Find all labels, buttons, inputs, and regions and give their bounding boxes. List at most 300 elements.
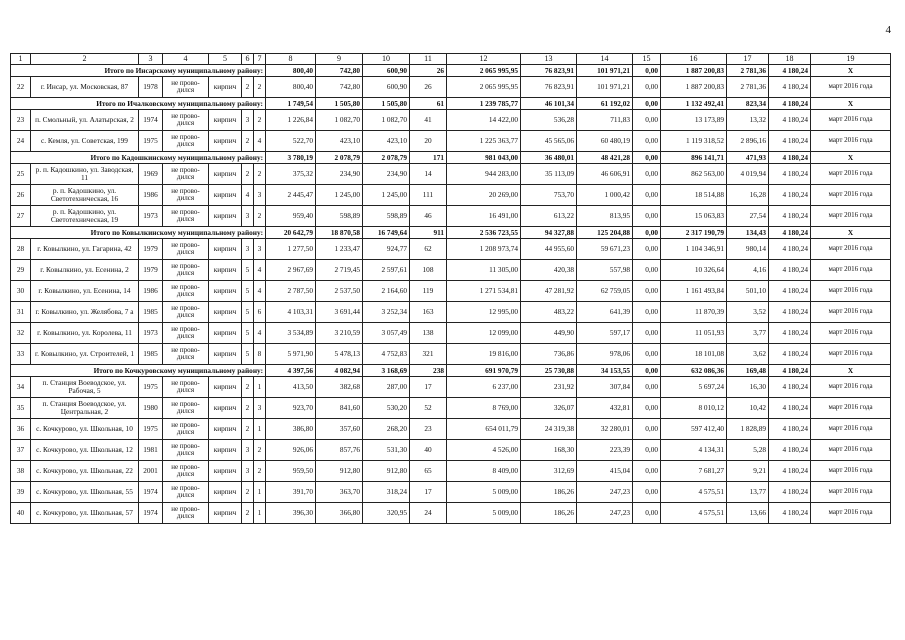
value-cell: 4 019,94 xyxy=(727,164,769,185)
district-total-row xyxy=(11,227,891,239)
value-cell: 5 478,13 xyxy=(316,344,363,365)
value-cell: 4 103,31 xyxy=(266,302,316,323)
last-repair-cell: не прово-дился xyxy=(163,419,209,440)
value-cell: 598,89 xyxy=(363,206,410,227)
value-cell: 3 057,49 xyxy=(363,323,410,344)
total-value-cell: 2 065 995,95 xyxy=(447,65,521,77)
value-cell: 62 xyxy=(410,239,447,260)
total-value-cell: 61 192,02 xyxy=(577,98,633,110)
year-cell: 1974 xyxy=(139,482,163,503)
year-cell: 1986 xyxy=(139,281,163,302)
wall-material-cell: кирпич xyxy=(209,260,242,281)
value-cell: 432,81 xyxy=(577,398,633,419)
value-cell: 597,17 xyxy=(577,323,633,344)
row-number: 30 xyxy=(11,281,31,302)
column-number-cell: 6 xyxy=(242,54,254,65)
value-cell: 24 xyxy=(410,503,447,524)
value-cell: 1 887 200,83 xyxy=(661,77,727,98)
wall-material-cell: кирпич xyxy=(209,110,242,131)
value-cell: 449,90 xyxy=(521,323,577,344)
value-cell: 0,00 xyxy=(633,206,661,227)
value-cell: 307,84 xyxy=(577,377,633,398)
wall-material-cell: кирпич xyxy=(209,377,242,398)
value-cell: 18 101,08 xyxy=(661,344,727,365)
value-cell: 45 565,06 xyxy=(521,131,577,152)
address-cell: р. п. Кадошкино, ул. Заводская, 11 xyxy=(31,164,139,185)
value-cell: 108 xyxy=(410,260,447,281)
wall-material-cell: кирпич xyxy=(209,185,242,206)
value-cell: 47 281,92 xyxy=(521,281,577,302)
year-cell: 1979 xyxy=(139,260,163,281)
total-value-cell: 2 317 190,79 xyxy=(661,227,727,239)
entrances-cell: 3 xyxy=(254,398,266,419)
row-number: 39 xyxy=(11,482,31,503)
floors-cell: 2 xyxy=(242,377,254,398)
value-cell: 163 xyxy=(410,302,447,323)
row-number: 31 xyxy=(11,302,31,323)
value-cell: 4 180,24 xyxy=(769,440,811,461)
last-repair-cell: не прово-дился xyxy=(163,281,209,302)
floors-cell: 5 xyxy=(242,281,254,302)
value-cell: 234,90 xyxy=(316,164,363,185)
total-value-cell: 94 327,88 xyxy=(521,227,577,239)
value-cell: 413,50 xyxy=(266,377,316,398)
floors-cell: 5 xyxy=(242,344,254,365)
value-cell: март 2016 года xyxy=(811,131,891,152)
total-value-cell: 4 397,56 xyxy=(266,365,316,377)
table-row xyxy=(11,302,891,323)
total-value-cell: 981 043,00 xyxy=(447,152,521,164)
value-cell: 35 113,09 xyxy=(521,164,577,185)
district-total-label: Итого по Кочкуровскому муниципальному району: xyxy=(11,365,266,377)
table-row xyxy=(11,185,891,206)
wall-material-cell: кирпич xyxy=(209,440,242,461)
value-cell: март 2016 года xyxy=(811,77,891,98)
value-cell: 11 305,00 xyxy=(447,260,521,281)
year-cell: 1975 xyxy=(139,377,163,398)
row-number: 26 xyxy=(11,185,31,206)
total-value-cell: 171 xyxy=(410,152,447,164)
value-cell: 4 180,24 xyxy=(769,344,811,365)
value-cell: 4 180,24 xyxy=(769,110,811,131)
value-cell: 13 173,89 xyxy=(661,110,727,131)
value-cell: 0,00 xyxy=(633,281,661,302)
value-cell: 1 082,70 xyxy=(316,110,363,131)
value-cell: 18 514,88 xyxy=(661,185,727,206)
value-cell: 1 161 493,84 xyxy=(661,281,727,302)
total-value-cell: 26 xyxy=(410,65,447,77)
total-value-cell: Х xyxy=(811,98,891,110)
value-cell: 26 xyxy=(410,77,447,98)
entrances-cell: 6 xyxy=(254,302,266,323)
total-value-cell: Х xyxy=(811,227,891,239)
column-number-cell: 5 xyxy=(209,54,242,65)
total-value-cell: 896 141,71 xyxy=(661,152,727,164)
value-cell: 20 269,00 xyxy=(447,185,521,206)
address-cell: г. Ковылкино, ул. Королева, 11 xyxy=(31,323,139,344)
table-row xyxy=(11,164,891,185)
total-value-cell: 18 870,58 xyxy=(316,227,363,239)
district-total-label: Итого по Кадошкинскому муниципальному району: xyxy=(11,152,266,164)
value-cell: март 2016 года xyxy=(811,482,891,503)
column-number-cell: 10 xyxy=(363,54,410,65)
value-cell: 557,98 xyxy=(577,260,633,281)
value-cell: 59 671,23 xyxy=(577,239,633,260)
wall-material-cell: кирпич xyxy=(209,419,242,440)
value-cell: 0,00 xyxy=(633,164,661,185)
column-number-cell: 19 xyxy=(811,54,891,65)
row-number: 37 xyxy=(11,440,31,461)
total-value-cell: 691 970,79 xyxy=(447,365,521,377)
value-cell: 423,10 xyxy=(363,131,410,152)
value-cell: 420,38 xyxy=(521,260,577,281)
value-cell: 711,83 xyxy=(577,110,633,131)
value-cell: 912,80 xyxy=(363,461,410,482)
last-repair-cell: не прово-дился xyxy=(163,482,209,503)
table-row xyxy=(11,131,891,152)
total-value-cell: 20 642,79 xyxy=(266,227,316,239)
address-cell: с. Кочкурово, ул. Школьная, 10 xyxy=(31,419,139,440)
row-number: 35 xyxy=(11,398,31,419)
housing-repair-table xyxy=(10,53,891,524)
address-cell: с. Кочкурово, ул. Школьная, 22 xyxy=(31,461,139,482)
value-cell: 46 xyxy=(410,206,447,227)
column-number-cell: 1 xyxy=(11,54,31,65)
total-value-cell: 800,40 xyxy=(266,65,316,77)
column-number-cell: 4 xyxy=(163,54,209,65)
year-cell: 1973 xyxy=(139,206,163,227)
total-value-cell: 125 204,88 xyxy=(577,227,633,239)
value-cell: 501,10 xyxy=(727,281,769,302)
total-value-cell: 2 078,79 xyxy=(316,152,363,164)
value-cell: 4 180,24 xyxy=(769,461,811,482)
address-cell: п. Станция Воеводское, ул. Рабочая, 5 xyxy=(31,377,139,398)
entrances-cell: 2 xyxy=(254,77,266,98)
total-value-cell: 600,90 xyxy=(363,65,410,77)
value-cell: март 2016 года xyxy=(811,419,891,440)
last-repair-cell: не прово-дился xyxy=(163,185,209,206)
year-cell: 1975 xyxy=(139,131,163,152)
address-cell: г. Ковылкино, ул. Гагарина, 42 xyxy=(31,239,139,260)
value-cell: 522,70 xyxy=(266,131,316,152)
district-total-row xyxy=(11,152,891,164)
value-cell: 4 180,24 xyxy=(769,131,811,152)
address-cell: п. Смольный, ул. Алатырская, 2 xyxy=(31,110,139,131)
year-cell: 1979 xyxy=(139,239,163,260)
total-value-cell: 1 505,80 xyxy=(363,98,410,110)
year-cell: 1973 xyxy=(139,323,163,344)
column-number-cell: 18 xyxy=(769,54,811,65)
total-value-cell: 48 421,28 xyxy=(577,152,633,164)
value-cell: 1 245,00 xyxy=(363,185,410,206)
last-repair-cell: не прово-дился xyxy=(163,206,209,227)
value-cell: 0,00 xyxy=(633,398,661,419)
column-number-cell: 3 xyxy=(139,54,163,65)
value-cell: 76 823,91 xyxy=(521,77,577,98)
table-row xyxy=(11,110,891,131)
column-number-cell: 2 xyxy=(31,54,139,65)
row-number: 29 xyxy=(11,260,31,281)
wall-material-cell: кирпич xyxy=(209,164,242,185)
value-cell: 2 719,45 xyxy=(316,260,363,281)
value-cell: 19 816,00 xyxy=(447,344,521,365)
value-cell: 15 063,83 xyxy=(661,206,727,227)
value-cell: 598,89 xyxy=(316,206,363,227)
value-cell: 2 065 995,95 xyxy=(447,77,521,98)
total-value-cell: 16 749,64 xyxy=(363,227,410,239)
value-cell: 415,04 xyxy=(577,461,633,482)
column-number-cell: 11 xyxy=(410,54,447,65)
total-value-cell: 632 086,36 xyxy=(661,365,727,377)
year-cell: 1974 xyxy=(139,503,163,524)
value-cell: 357,60 xyxy=(316,419,363,440)
value-cell: 8 010,12 xyxy=(661,398,727,419)
value-cell: 101 971,21 xyxy=(577,77,633,98)
floors-cell: 3 xyxy=(242,461,254,482)
total-value-cell: 46 101,34 xyxy=(521,98,577,110)
value-cell: 0,00 xyxy=(633,77,661,98)
column-number-cell: 15 xyxy=(633,54,661,65)
value-cell: 2 597,61 xyxy=(363,260,410,281)
value-cell: 23 xyxy=(410,419,447,440)
value-cell: 978,06 xyxy=(577,344,633,365)
value-cell: 423,10 xyxy=(316,131,363,152)
total-value-cell: 2 078,79 xyxy=(363,152,410,164)
address-cell: п. Станция Воеводское, ул. Центральная, 2 xyxy=(31,398,139,419)
value-cell: 60 480,19 xyxy=(577,131,633,152)
address-cell: г. Инсар, ул. Московская, 87 xyxy=(31,77,139,98)
total-value-cell: 101 971,21 xyxy=(577,65,633,77)
row-number: 32 xyxy=(11,323,31,344)
total-value-cell: 823,34 xyxy=(727,98,769,110)
wall-material-cell: кирпич xyxy=(209,281,242,302)
value-cell: 0,00 xyxy=(633,260,661,281)
total-value-cell: 2 781,36 xyxy=(727,65,769,77)
value-cell: 2 787,50 xyxy=(266,281,316,302)
value-cell: 753,70 xyxy=(521,185,577,206)
value-cell: 138 xyxy=(410,323,447,344)
value-cell: 5 971,90 xyxy=(266,344,316,365)
last-repair-cell: не прово-дился xyxy=(163,131,209,152)
total-value-cell: 1 749,54 xyxy=(266,98,316,110)
district-total-row xyxy=(11,365,891,377)
value-cell: 12 995,00 xyxy=(447,302,521,323)
value-cell: 4 180,24 xyxy=(769,377,811,398)
value-cell: 3,52 xyxy=(727,302,769,323)
column-number-cell: 14 xyxy=(577,54,633,65)
value-cell: 247,23 xyxy=(577,482,633,503)
value-cell: 2 967,69 xyxy=(266,260,316,281)
table-row xyxy=(11,482,891,503)
value-cell: 4 180,24 xyxy=(769,164,811,185)
value-cell: 366,80 xyxy=(316,503,363,524)
total-value-cell: 0,00 xyxy=(633,152,661,164)
value-cell: 1 082,70 xyxy=(363,110,410,131)
total-value-cell: 911 xyxy=(410,227,447,239)
value-cell: 944 283,00 xyxy=(447,164,521,185)
value-cell: 980,14 xyxy=(727,239,769,260)
total-value-cell: 0,00 xyxy=(633,65,661,77)
floors-cell: 5 xyxy=(242,260,254,281)
value-cell: 13,66 xyxy=(727,503,769,524)
value-cell: март 2016 года xyxy=(811,377,891,398)
year-cell: 1969 xyxy=(139,164,163,185)
address-cell: с. Кочкурово, ул. Школьная, 57 xyxy=(31,503,139,524)
wall-material-cell: кирпич xyxy=(209,503,242,524)
value-cell: 4 575,51 xyxy=(661,503,727,524)
value-cell: 0,00 xyxy=(633,482,661,503)
district-total-row xyxy=(11,65,891,77)
value-cell: 1 233,47 xyxy=(316,239,363,260)
value-cell: 41 xyxy=(410,110,447,131)
value-cell: 530,20 xyxy=(363,398,410,419)
floors-cell: 3 xyxy=(242,440,254,461)
table-row xyxy=(11,239,891,260)
floors-cell: 3 xyxy=(242,206,254,227)
value-cell: 1 000,42 xyxy=(577,185,633,206)
table-row xyxy=(11,503,891,524)
value-cell: 326,07 xyxy=(521,398,577,419)
value-cell: 841,60 xyxy=(316,398,363,419)
value-cell: 268,20 xyxy=(363,419,410,440)
value-cell: март 2016 года xyxy=(811,260,891,281)
total-value-cell: 2 536 723,55 xyxy=(447,227,521,239)
value-cell: 0,00 xyxy=(633,110,661,131)
value-cell: 52 xyxy=(410,398,447,419)
address-cell: г. Ковылкино, ул. Есенина, 14 xyxy=(31,281,139,302)
value-cell: 3,62 xyxy=(727,344,769,365)
last-repair-cell: не прово-дился xyxy=(163,323,209,344)
value-cell: март 2016 года xyxy=(811,440,891,461)
wall-material-cell: кирпич xyxy=(209,323,242,344)
total-value-cell: 134,43 xyxy=(727,227,769,239)
last-repair-cell: не прово-дился xyxy=(163,110,209,131)
value-cell: 924,77 xyxy=(363,239,410,260)
value-cell: 1 208 973,74 xyxy=(447,239,521,260)
row-number: 23 xyxy=(11,110,31,131)
total-value-cell: 3 780,19 xyxy=(266,152,316,164)
value-cell: 16,28 xyxy=(727,185,769,206)
value-cell: 231,92 xyxy=(521,377,577,398)
value-cell: 3 210,59 xyxy=(316,323,363,344)
value-cell: 14 422,00 xyxy=(447,110,521,131)
value-cell: 287,00 xyxy=(363,377,410,398)
value-cell: 363,70 xyxy=(316,482,363,503)
value-cell: 3,77 xyxy=(727,323,769,344)
page-number: 4 xyxy=(885,24,891,36)
value-cell: март 2016 года xyxy=(811,185,891,206)
value-cell: 375,32 xyxy=(266,164,316,185)
value-cell: 4 180,24 xyxy=(769,503,811,524)
value-cell: 1 277,50 xyxy=(266,239,316,260)
value-cell: 1 225 363,77 xyxy=(447,131,521,152)
value-cell: 0,00 xyxy=(633,503,661,524)
entrances-cell: 4 xyxy=(254,131,266,152)
entrances-cell: 2 xyxy=(254,110,266,131)
value-cell: 17 xyxy=(410,482,447,503)
value-cell: 959,50 xyxy=(266,461,316,482)
last-repair-cell: не прово-дился xyxy=(163,440,209,461)
value-cell: март 2016 года xyxy=(811,281,891,302)
value-cell: 312,69 xyxy=(521,461,577,482)
value-cell: 4 180,24 xyxy=(769,482,811,503)
wall-material-cell: кирпич xyxy=(209,398,242,419)
address-cell: с. Кочкурово, ул. Школьная, 55 xyxy=(31,482,139,503)
value-cell: 959,40 xyxy=(266,206,316,227)
value-cell: март 2016 года xyxy=(811,461,891,482)
row-number: 25 xyxy=(11,164,31,185)
value-cell: 0,00 xyxy=(633,131,661,152)
total-value-cell: Х xyxy=(811,365,891,377)
address-cell: с. Кемля, ул. Советская, 199 xyxy=(31,131,139,152)
table-row xyxy=(11,260,891,281)
total-value-cell: 4 180,24 xyxy=(769,65,811,77)
wall-material-cell: кирпич xyxy=(209,461,242,482)
last-repair-cell: не прово-дился xyxy=(163,503,209,524)
value-cell: 10 326,64 xyxy=(661,260,727,281)
address-cell: г. Ковылкино, ул. Строителей, 1 xyxy=(31,344,139,365)
value-cell: 32 280,01 xyxy=(577,419,633,440)
entrances-cell: 4 xyxy=(254,260,266,281)
value-cell: 16 491,00 xyxy=(447,206,521,227)
value-cell: 8 769,00 xyxy=(447,398,521,419)
total-value-cell: 4 180,24 xyxy=(769,227,811,239)
value-cell: 857,76 xyxy=(316,440,363,461)
last-repair-cell: не прово-дился xyxy=(163,398,209,419)
row-number: 40 xyxy=(11,503,31,524)
value-cell: 4 752,83 xyxy=(363,344,410,365)
value-cell: 0,00 xyxy=(633,239,661,260)
value-cell: 912,80 xyxy=(316,461,363,482)
column-number-cell: 7 xyxy=(254,54,266,65)
value-cell: 4 180,24 xyxy=(769,419,811,440)
address-cell: р. п. Кадошкино, ул. Светотехническая, 19 xyxy=(31,206,139,227)
value-cell: 742,80 xyxy=(316,77,363,98)
value-cell: 320,95 xyxy=(363,503,410,524)
column-number-cell: 13 xyxy=(521,54,577,65)
value-cell: март 2016 года xyxy=(811,398,891,419)
value-cell: 168,30 xyxy=(521,440,577,461)
value-cell: март 2016 года xyxy=(811,110,891,131)
year-cell: 1985 xyxy=(139,302,163,323)
value-cell: 111 xyxy=(410,185,447,206)
address-cell: с. Кочкурово, ул. Школьная, 12 xyxy=(31,440,139,461)
total-value-cell: 34 153,55 xyxy=(577,365,633,377)
value-cell: 6 237,00 xyxy=(447,377,521,398)
value-cell: март 2016 года xyxy=(811,344,891,365)
floors-cell: 5 xyxy=(242,302,254,323)
last-repair-cell: не прово-дился xyxy=(163,302,209,323)
last-repair-cell: не прово-дился xyxy=(163,260,209,281)
value-cell: 600,90 xyxy=(363,77,410,98)
address-cell: г. Ковылкино, ул. Желябова, 7 а xyxy=(31,302,139,323)
value-cell: 0,00 xyxy=(633,344,661,365)
value-cell: март 2016 года xyxy=(811,302,891,323)
value-cell: 1 828,89 xyxy=(727,419,769,440)
column-number-cell: 12 xyxy=(447,54,521,65)
table-row xyxy=(11,377,891,398)
value-cell: 736,86 xyxy=(521,344,577,365)
floors-cell: 2 xyxy=(242,131,254,152)
value-cell: 65 xyxy=(410,461,447,482)
total-value-cell: 76 823,91 xyxy=(521,65,577,77)
value-cell: 396,30 xyxy=(266,503,316,524)
value-cell: 223,39 xyxy=(577,440,633,461)
total-value-cell: 3 168,69 xyxy=(363,365,410,377)
district-total-label: Итого по Инсарскому муниципальному району: xyxy=(11,65,266,77)
value-cell: 613,22 xyxy=(521,206,577,227)
value-cell: 0,00 xyxy=(633,185,661,206)
